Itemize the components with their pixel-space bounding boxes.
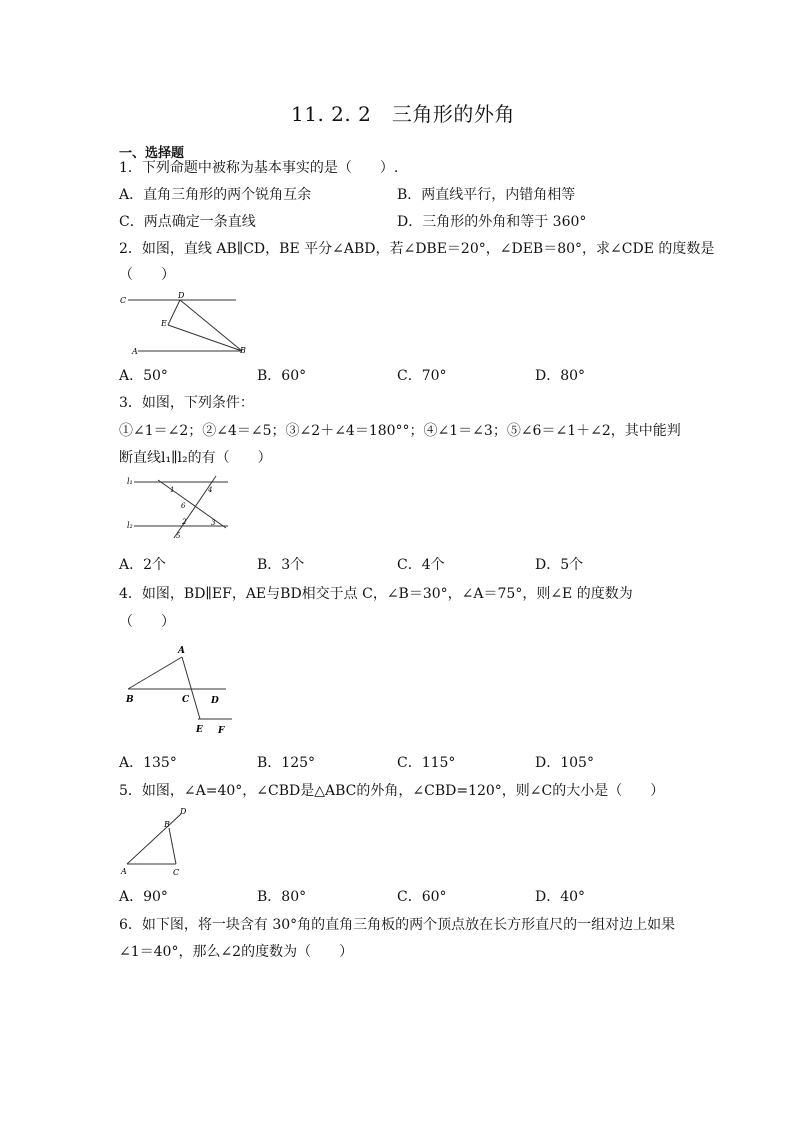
q1-option-c: C．两点确定一条直线	[119, 214, 256, 230]
label-d: D	[178, 291, 185, 300]
label-e: E	[161, 319, 167, 328]
segment-ae	[182, 657, 200, 719]
q4-paren: （ ）	[119, 614, 175, 630]
label-b: B	[126, 695, 134, 705]
q4-option-b: B．125°	[257, 755, 316, 771]
q1-option-d: D．三角形的外角和等于 360°	[397, 214, 587, 230]
label-angle-5: 5	[176, 532, 181, 540]
label-a: A	[178, 646, 185, 656]
q5-option-d: D．40°	[535, 889, 586, 905]
q5-stem: 5．如图，∠A=40°，∠CBD是△ABC的外角，∠CBD=120°，则∠C的大小是（ ）	[119, 783, 665, 799]
segment-ad	[127, 814, 181, 864]
q5-option-b: B．80°	[257, 889, 307, 905]
label-b: B	[240, 346, 246, 355]
label-l2: l₂	[127, 521, 133, 530]
q2-figure	[118, 290, 248, 356]
q2-paren: （ ）	[119, 267, 175, 283]
label-angle-2: 2	[182, 518, 187, 526]
q3-option-b: B．3个	[257, 557, 305, 573]
transversal-1	[158, 480, 226, 528]
q3-stem: 3．如图，下列条件：	[119, 395, 254, 411]
q1-option-a: A．直角三角形的两个锐角互余	[119, 187, 312, 203]
label-f: F	[218, 726, 225, 736]
label-a: A	[121, 867, 127, 876]
label-angle-6: 6	[181, 502, 186, 510]
label-angle-4: 4	[208, 486, 213, 494]
q5-option-a: A．90°	[119, 889, 168, 905]
segment-de	[168, 300, 180, 325]
segment-db	[180, 300, 242, 351]
q4-option-c: C．115°	[397, 755, 456, 771]
label-c: C	[173, 868, 180, 877]
section-heading: 一、选择题	[119, 146, 185, 161]
q3-option-c: C．4个	[397, 557, 445, 573]
label-e: E	[196, 725, 203, 735]
q3-option-a: A．2个	[119, 557, 167, 573]
q3-conditions: ①∠1＝∠2；②∠4＝∠5；③∠2＋∠4＝180°°；④∠1＝∠3；⑤∠6＝∠1＋∠2，其中能判	[119, 423, 681, 439]
q4-option-a: A．135°	[119, 755, 177, 771]
q1-stem: 1．下列命题中被称为基本事实的是（ ）.	[119, 160, 399, 176]
q4-option-d: D．105°	[535, 755, 594, 771]
label-c: C	[182, 695, 190, 705]
label-d: D	[180, 807, 187, 816]
q1-option-b: B．两直线平行，内错角相等	[397, 187, 576, 203]
q2-option-d: D．80°	[535, 368, 586, 384]
label-c: C	[120, 296, 127, 305]
q3-option-d: D．5个	[535, 557, 584, 573]
q5-option-c: C．60°	[397, 889, 447, 905]
label-a: A	[132, 347, 138, 356]
q2-option-b: B．60°	[257, 368, 307, 384]
label-angle-3: 3	[211, 519, 216, 527]
segment-eb	[168, 325, 242, 351]
q5-figure	[118, 804, 198, 878]
label-d: D	[211, 696, 219, 706]
q3-question: 断直线l₁∥l₂的有（ ）	[119, 450, 272, 466]
label-l1: l₁	[127, 477, 133, 486]
q4-stem: 4．如图，BD∥EF，AE与BD相交于点 C，∠B＝30°，∠A＝75°，则∠E 的度数为	[119, 586, 633, 602]
q6-stem: 6．如下图，将一块含有 30°角的直角三角板的两个顶点放在长方形直尺的一组对边上如果	[119, 917, 676, 933]
q4-figure	[118, 642, 238, 738]
segment-bc	[169, 828, 176, 864]
segment-ba	[128, 657, 182, 689]
q6-question: ∠1＝40°，那么∠2的度数为（ ）	[119, 944, 354, 960]
label-angle-1: 1	[170, 486, 175, 494]
page-title: 11. 2. 2 三角形的外角	[291, 102, 515, 126]
q2-option-a: A．50°	[119, 368, 168, 384]
q2-option-c: C．70°	[397, 368, 447, 384]
label-b: B	[164, 820, 170, 829]
q2-stem: 2．如图，直线 AB∥CD，BE 平分∠ABD，若∠DBE＝20°，∠DEB＝80°，求∠CDE 的度数是	[119, 241, 715, 257]
q3-figure	[118, 472, 233, 544]
